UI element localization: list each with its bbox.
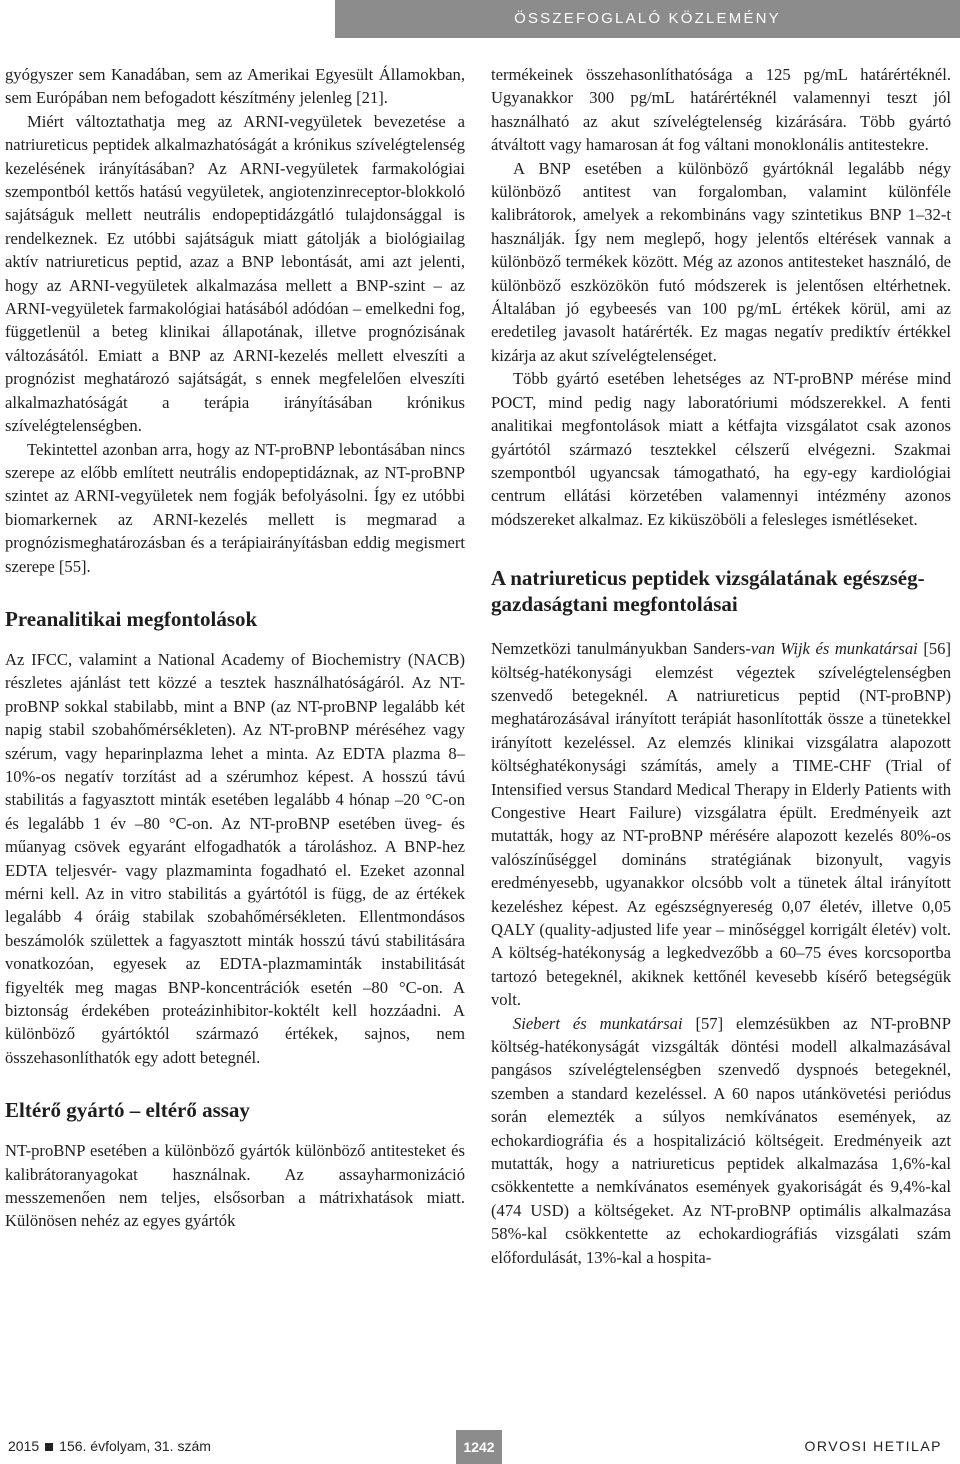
text-run: Nemzetközi tanulmányukban Sanders-: [491, 639, 751, 659]
paragraph: Miért változtathatja meg az ARNI-vegyületek bevezetése a natriureticus peptidek alkalmazhatóságát a krónikus szívelégtelenség kezelésének irányításában? Az ARNI-vegyületek farmakológiai szempontból kettős hatású vegyületek, angiotenzinreceptor-blokkoló sajátságuk mellett neutrális endopeptidázgátló tulajdonsággal is rendelkeznek. Ez utóbbi sajátságuk miatt gátolják a biológiailag aktív natriureticus peptid, azaz a BNP lebontását, ami azt jelenti, hogy az ARNI-vegyületek alkalmazása mellett a BNP-szint – az ARNI-vegyületek farmakológiai hatásából adódóan – emelkedni fog, függetlenül a beteg klinikai állapotának, illetve prognózisának változásától. Emiatt a BNP az ARNI-kezelés mellett elveszíti a prognózist meghatározó sajátságát, s ennek megfelelően elveszíti alkalmazhatóságát a terápia irányításában krónikus szívelégtelenségben.: [5, 111, 465, 436]
paragraph: gyógyszer sem Kanadában, sem az Amerikai Egyesült Államokban, sem Európában nem befogadott készítmény jelenleg [21].: [5, 65, 465, 108]
page-header: [0, 0, 960, 38]
paragraph: Tekintettel azonban arra, hogy az NT-proBNP lebontásában nincs szerepe az előbb említett neutrális endopeptidáznak, az NT-proBNP szintet az ARNI-vegyületek nem fogják befolyásolni. Így ez utóbbi biomarkernek az ARNI-kezelés mellett is megmarad a prognózismeghatározásban és a terápiairányításban eddig megismert szerepe [55].: [5, 439, 465, 576]
year: 2015: [8, 1438, 40, 1454]
section-heading: A natriureticus peptidek vizsgálatának egészség-gazdaságtani megfontolásai: [491, 566, 925, 617]
section-heading: Eltérő gyártó – eltérő assay: [5, 1098, 250, 1123]
left-column: [5, 63, 465, 1233]
journal-name: ORVOSI HETILAP: [804, 1438, 942, 1454]
square-bullet-icon: [45, 1443, 53, 1451]
paragraph: [491, 637, 951, 1012]
paragraph: [491, 1012, 951, 1269]
right-column: [491, 63, 951, 1269]
section-heading: Preanalitikai megfontolások: [5, 606, 258, 631]
paragraph: A BNP esetében a különböző gyártóknál legalább négy különböző antitest van forgalomban, valamint különféle kalibrátorok, amelyek a rekombináns vagy szintetikus BNP 1–32-t használják. Így nem meglepő, hogy jelentős eltérések vannak a különböző termékek között. Még az azonos antitesteket használó, de különböző eszközökön futó módszerek is jelentősen eltérhetnek. Általában jó egybeesés van 100 pg/mL értékek körül, ami az eredetileg javasolt határérték. Ez magas negatív prediktív értékkel kizárja az akut szívelégtelenséget.: [491, 158, 951, 365]
text-run: [56] költség-hatékonysági elemzést végeztek szívelégtelenségben szenvedő betegeknél. A natriureticus peptid (NT-proBNP) meghatározásával irányított terápiát hasonlították össze a tünetekkel irányított kezeléssel. Az elemzés klinikai vizsgálatra alapozott költséghatékonysági számítás, amely a TIME-CHF (Trial of Intensified versus Standard Medical Therapy in Elderly Patients with Congestive Heart Failure) vizsgálatra épült. Eredményeik azt mutatták, hogy az NT-proBNP mérésére alapozott kezelés 80%-os valószínűséggel domináns stratégiának bizonyult, vagyis eredményesebb, ugyanakkor olcsóbb volt a tünetek által irányított kezeléshez képest. Az egészségnyereség 0,07 életév, illetve 0,05 QALY (quality-adjusted life year – minőséggel korrigált életév) volt. A költség-hatékonyság a legkedvezőbb a 60–75 éves korcsoportba tartozó betegeknél, akiknek kettőnél kevesebb kísérő betegségük volt.: [491, 639, 952, 1010]
author-reference: Siebert és munkatársai: [513, 1013, 683, 1033]
text-run: [57] elemzésükben az NT-proBNP költség-hatékonyságát vizsgálták döntési modell alkalmazásával pangásos szívelégtelenségben szenvedő dyspnoés betegeknél, szemben a standard kezeléssel. A 60 napos utánkövetési periódus során elemezték a súlyos nemkívánatos események, az echokardiográfia és a hospitalizáció költségeit. Eredményeik azt mutatták, hogy a natriureticus peptidek alkalmazása 1,6%-kal csökkentette a nemkívánatos események gyakoriságát és 9,4%-kal (474 USD) a költségeket. Az NT-proBNP optimális alkalmazása 58%-kal csökkentette az echokardiográfiás vizsgálati szám előfordulását, 13%-kal a hospita-: [491, 1013, 952, 1267]
paragraph: termékeinek összehasonlíthatósága a 125 pg/mL határértéknél. Ugyanakkor 300 pg/mL határértéknél valamennyi teszt jól használható az akut szívelégtelenség kizárására. Több gyártó átváltott vagy hamarosan át fog váltani monoklonális antitestekre.: [491, 65, 951, 155]
page-number: 1242: [456, 1430, 502, 1464]
paragraph: Az IFCC, valamint a National Academy of Biochemistry (NACB) részletes ajánlást tett közzé a tesztek használhatóságáról. Az NT-proBNP sokkal stabilabb, mint a BNP (az NT-proBNP legalább két napig stabil szobahőmérsékleten). Az NT-proBNP méréséhez vagy szérum, vagy heparinplazma lehet a minta. Az EDTA plazma 8–10%-os negatív torzítást ad a szérumhoz képest. A hosszú távú stabilitás a fagyasztott minták esetében legalább 4 hónap –20 °C-on és legalább 1 év –80 °C-on. Az NT-proBNP esetében üveg- és műanyag csövek egyaránt elfogadhatók a tároláshoz. A BNP-hez EDTA teljesvér- vagy plazmaminta fogadható el. Ezeket azonnal mérni kell. Az in vitro stabilitás a gyártótól is függ, de az értékek legalább 4 óráig stabilak szobahőmérsékleten. Ellentmondásos beszámolók születtek a fagyasztott minták hosszú távú stabilitására vonatkozóan, egyesek az EDTA-plazmaminták instabilitását figyelték meg magas BNP-koncentrációk esetén –80 °C-on. A biztonság érdekében proteázinhibitor-koktélt kell hozzáadni. A különböző gyártóktól származó értékek, sajnos, nem összehasonlíthatók egy adott betegnél.: [5, 649, 465, 1067]
paragraph: NT-proBNP esetében a különböző gyártók különböző antitesteket és kalibrátoranyagokat használnak. Az assayharmonizáció messzemenően nem teljes, elsősorban a mátrixhatások miatt. Különösen nehéz az egyes gyártók: [5, 1141, 465, 1231]
volume-issue: 156. évfolyam, 31. szám: [59, 1438, 211, 1454]
author-reference: van Wijk és munkatársai: [750, 639, 918, 659]
issue-info: [8, 1438, 211, 1454]
section-title: ÖSSZEFOGLALÓ KÖZLEMÉNY: [514, 10, 781, 27]
paragraph: Több gyártó esetében lehetséges az NT-proBNP mérése mind POCT, mind pedig nagy laboratóriumi módszerekkel. A fenti analitikai megfontolások miatt a kétfajta vizsgálatot csak azonos gyártótól származó tesztekkel célszerű elvégezni. Szakmai szempontból ugyancsak támogatható, ha egy-egy kardiológiai centrum ellátási körzetében valamennyi intézmény azonos módszereket alkalmaz. Ez kiküszöböli a felesleges ismétléseket.: [491, 369, 951, 529]
